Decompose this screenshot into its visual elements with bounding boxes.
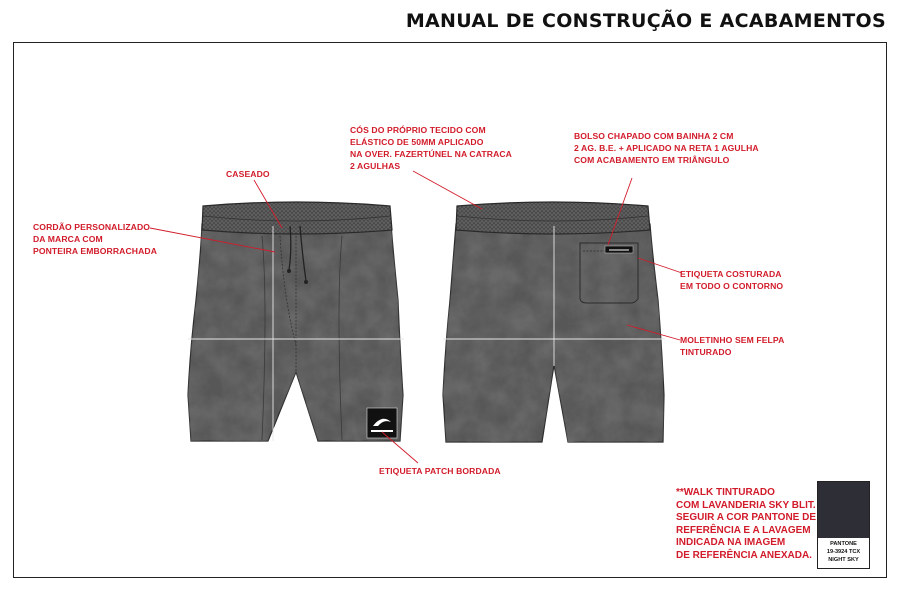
- callout-sewn-label: ETIQUETA COSTURADA EM TODO O CONTORNO: [680, 269, 784, 291]
- back-waistband: [456, 202, 650, 234]
- callout-fabric: MOLETINHO SEM FELPA TINTURADO: [680, 335, 785, 357]
- wash-note: **WALK TINTURADO COM LAVANDERIA SKY BLIT. SEGUIR A COR PANTONE DE REFERÊNCIA E A LAVAGEM INDICADA NA IMAGEM DE REFERÊNCIA ANEXADA.: [676, 487, 817, 561]
- page-title: MANUAL DE CONSTRUÇÃO E ACABAMENTOS: [405, 10, 886, 32]
- callout-patch-label: ETIQUETA PATCH BORDADA: [379, 466, 501, 476]
- callout-buttonhole: CASEADO: [226, 169, 270, 179]
- shorts-back-view: [443, 202, 664, 442]
- pantone-swatch: [817, 481, 870, 569]
- swatch-color: [818, 482, 869, 538]
- callout-drawcord: CORDÃO PERSONALIZADO DA MARCA COM PONTEIRA EMBORRACHADA: [33, 222, 158, 256]
- shorts-front-view: [188, 202, 403, 441]
- patch-label: [367, 408, 397, 438]
- front-waistband: [202, 202, 392, 234]
- callout-waistband: CÓS DO PRÓPRIO TECIDO COM ELÁSTICO DE 50MM APLICADO NA OVER. FAZERTÚNEL NA CATRACA 2 AGULHAS: [350, 125, 512, 171]
- swatch-label: PANTONE 19-3924 TCX NIGHT SKY: [826, 541, 861, 563]
- callout-pocket: BOLSO CHAPADO COM BAINHA 2 CM 2 AG. B.E. + APLICADO NA RETA 1 AGULHA COM ACABAMENTO EM TRIÂNGULO: [574, 131, 759, 165]
